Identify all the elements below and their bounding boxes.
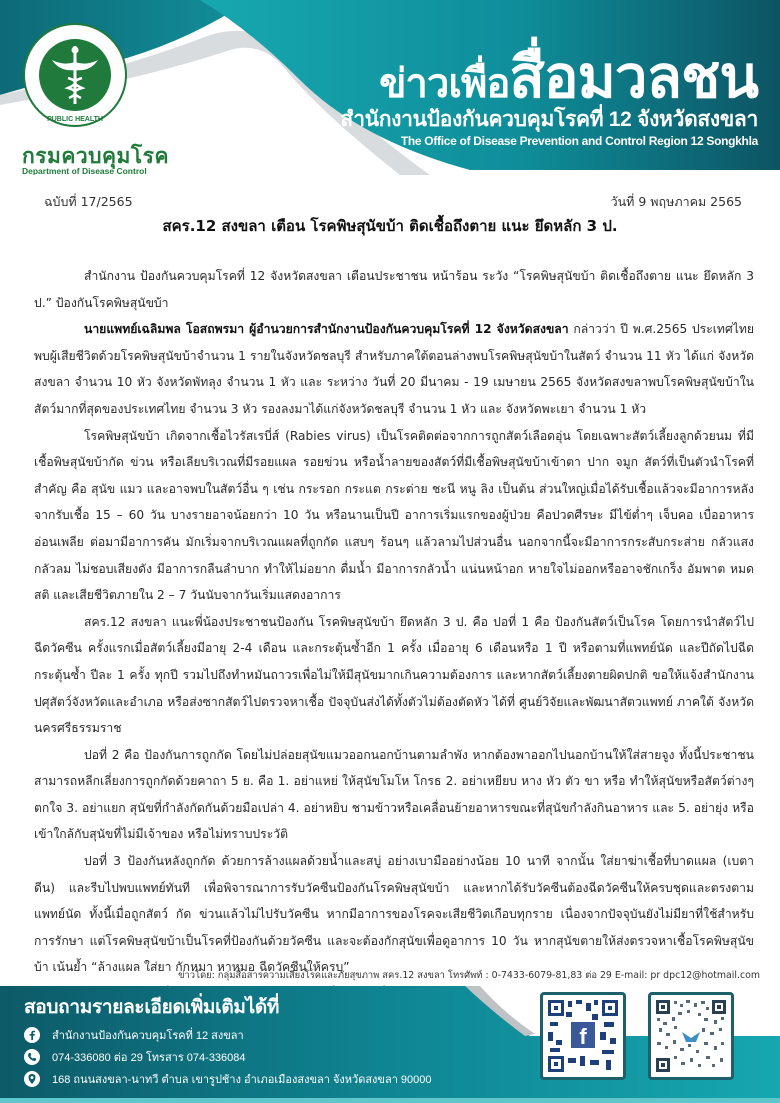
issue-number: ฉบับที่ 17/2565 (44, 194, 133, 209)
contact-phone-text: 074-336080 ต่อ 29 โทรสาร 074-336084 (52, 1052, 246, 1064)
ministry-of-public-health-logo (22, 22, 128, 128)
news-credit-line: ข่าวโดย: กลุ่มสื่อสารความเสี่ยงโรคและภัยสุขภาพ สคร.12 สงขลา โทรศัพท์ : 0-7433-6079-81,83 ต่อ 29 E-mail: pr dpc12@hotmail.com (178, 970, 760, 981)
department-name-english: Department of Disease Control (22, 166, 147, 175)
svg-text:PUBLIC HEALTH: PUBLIC HEALTH (47, 116, 103, 123)
paragraph-prevention-1: สคร.12 สงขลา แนะพี่น้องประชาชนป้องกัน โรคพิษสุนัขบ้า ยึดหลัก 3 ป. คือ ปอที่ 1 คือ ป้องกันสัตว์เป็นโรค โดยการนำสัตว์ไปฉีดวัคซีน ครั้งแรกเมื่อสัตว์เลี้ยงมีอายุ 2-4 เดือน และกระตุ้นซ้ำอีก 1 ครั้ง เมื่ออายุ 6 เดือนหรือ 1 ปี หรือตามที่แพทย์นัด และปีถัดไปฉีดกระตุ้นซ้ำ ปีละ 1 ครั้ง ทุกปี รวมไปถึงทำหมันถาวรเพื่อไม่ให้มีสุนัขมากเกินความต้องการ และหากสัตว์เลี้ยงตายผิดปกติ ขอให้แจ้งสำนักงานปศุสัตว์จังหวัดและอำเภอ หรือส่งซากสัตว์ไปตรวจหาเชื้อ ปัจจุบันส่งได้ทั้งตัวไม่ต้องตัดหัว ได้ที่ ศูนย์วิจัยและพัฒนาสัตวแพทย์ ภาคใต้ จังหวัดนครศรีธรรมราช (34, 614, 754, 736)
contact-address-text: 168 ถนนสงขลา-นาทวี ตำบล เขารูปช้าง อำเภอเมืองสงขลา จังหวัดสงขลา 90000 (52, 1074, 432, 1086)
banner-title-main: สื่อมวลชน (509, 45, 758, 110)
phone-icon (24, 1049, 40, 1065)
footer-title: สอบถามรายละเอียดเพิ่มเติมได้ที่ (24, 997, 280, 1018)
facebook-qr-code[interactable] (540, 992, 626, 1080)
contact-address (24, 1070, 432, 1088)
director-statement-text: กล่าวว่า ปี พ.ศ.2565 ประเทศไทยพบผู้เสียชีวิตด้วยโรคพิษสุนัขบ้าจำนวน 1 รายในจังหวัดชลบุรี สำหรับภาคใต้ตอนล่างพบโรคพิษสุนัขบ้าในสัตว์ จำนวน 11 หัว ได้แก่ จังหวัดสงขลา จำนวน 10 หัว จังหวัดพัทลุง จำนวน 1 หัว และ ระหว่าง วันที่ 20 มีนาคม - 19 เมษายน 2565 จังหวัดสงขลาพบโรคพิษสุนัขบ้าในสัตว์มากที่สุดของประเทศไทย จำนวน 3 หัว รองลงมาได้แก่จังหวัดชลบุรี จำนวน 1 หัว และ จังหวัดพะเยา จำนวน 1 หัว (34, 322, 755, 416)
paragraph-intro: สำนักงาน ป้องกันควบคุมโรคที่ 12 จังหวัดสงขลา เตือนประชาชน หน้าร้อน ระวัง “โรคพิษสุนัขบ้า ติดเชื้อถึงตาย แนะ ยึดหลัก 3 ป.” ป้องกันโรคพิษสุนัขบ้า (34, 269, 754, 310)
contact-facebook[interactable] (24, 1026, 244, 1044)
paragraph-prevention-3: ปอที่ 3 ป้องกันหลังถูกกัด ด้วยการล้างแผลด้วยน้ำและสบู่ อย่างเบามืออย่างน้อย 10 นาที จากนั้น ใส่ยาฆ่าเชื้อที่บาดแผล (เบตาดีน) และรีบไปพบแพทย์ทันที เพื่อพิจารณาการรับวัคซีนป้องกันโรคพิษสุนัขบ้า และหากได้รับวัคซีนต้องฉีดวัคซีนให้ครบชุดและตรงตามแพทย์นัด ทั้งนี้เมื่อถูกสัตว์ กัด ข่วนแล้วไม่ไปรับวัคซีน หากมีอาการของโรคจะเสียชีวิตเกือบทุกราย เนื่องจากปัจจุบันยังไม่มียาที่ใช้สำหรับการรักษา แต่โรคพิษสุนัขบ้าเป็นโรคที่ป้องกันด้วยวัคซีน และจะต้องกักสุนัขเพื่อดูอาการ 10 วัน หากสุนัขตายให้ส่งตรวจหาเชื้อโรคพิษสุนัขบ้า เน้นย้ำ “ล้างแผล ใส่ยา กักหมา หาหมอ ฉีดวัคซีนให้ครบ” (34, 854, 754, 975)
paragraph-rabies-info: โรคพิษสุนัขบ้า เกิดจากเชื้อไวรัสเรบี่ส์ (Rabies virus) เป็นโรคติดต่อจากการถูกสัตว์เลือดอุ่น โดยเฉพาะสัตว์เลี้ยงลูกด้วยนม ที่มีเชื้อพิษสุนัขบ้ากัด ข่วน หรือเลียบริเวณที่มีรอยแผล รอยข่วน หรือน้ำลายของสัตว์ที่มีเชื้อพิษสุนัขบ้าเข้าตา ปาก จมูก สัตว์ที่เป็นตัวนำโรคที่สำคัญ คือ สุนัข แมว และอาจพบในสัตว์อื่น ๆ เช่น กระรอก กระแต กระต่าย ชะนี หนู ลิง เป็นต้น ส่วนใหญ่เมื่อได้รับเชื้อแล้วจะมีอาการหลังจากรับเชื้อ 15 – 60 วัน บางรายอาจน้อยกว่า 10 วัน หรือนานเป็นปี อาการเริ่มแรกของผู้ป่วย คือปวดศีรษะ มีไข้ต่ำๆ เจ็บคอ เบื่ออาหาร อ่อนเพลีย ต่อมามีอาการคัน มักเริ่มจากบริเวณแผลที่ถูกกัด แสบๆ ร้อนๆ แล้วลามไปส่วนอื่น นอกจากนี้จะมีอาการกระสับกระส่าย กลัวแสงกลัวลม ไม่ชอบเสียงดัง มีอาการกลืนลำบาก ทำให้ไม่อยาก ดื่มน้ำ มีอาการกลัวน้ำ แน่นหน้าอก หายใจไม่ออกหรืออาจชักเกร็ง อัมพาต หมดสติ และเสียชีวิตภายใน 2 – 7 วันนับจากวันเริ่มแสดงอาการ (34, 428, 754, 603)
director-name: นายแพทย์เฉลิมพล โอสถพรมา ผู้อำนวยการสำนักงานป้องกันควบคุมโรคที่ 12 จังหวัดสงขลา (84, 322, 569, 337)
facebook-icon (24, 1027, 40, 1043)
contact-phone[interactable] (24, 1048, 246, 1066)
banner-title-prefix: ข่าวเพื่อ (379, 62, 510, 106)
footer-contact-banner (0, 986, 780, 1103)
banner-subtitle-english: The Office of Disease Prevention and Control Region 12 Songkhla (400, 134, 758, 148)
header-banner (0, 0, 780, 175)
press-release-body (34, 263, 754, 1008)
department-name-thai: กรมควบคุมโรค (22, 144, 170, 168)
contact-facebook-text: สำนักงานป้องกันควบคุมโรคที่ 12 สงขลา (52, 1030, 244, 1042)
banner-subtitle: สำนักงานป้องกันควบคุมโรคที่ 12 จังหวัดสงขลา (340, 108, 758, 131)
svg-text:f: f (579, 1024, 587, 1049)
paragraph-director-statement (34, 316, 754, 422)
website-qr-code[interactable] (648, 992, 734, 1080)
press-release-title: สคร.12 สงขลา เตือน โรคพิษสุนัขบ้า ติดเชื้อถึงตาย แนะ ยึดหลัก 3 ป. (162, 217, 618, 235)
issue-date: วันที่ 9 พฤษภาคม 2565 (610, 194, 742, 209)
location-pin-icon (24, 1071, 40, 1087)
paragraph-prevention-2: ปอที่ 2 คือ ป้องกันการถูกกัด โดยไม่ปล่อยสุนัขแมวออกนอกบ้านตามลำพัง หากต้องพาออกไปนอกบ้านให้ใส่สายจูง ทั้งนี้ประชาชนสามารถหลีกเลี่ยงการถูกกัดด้วยคาถา 5 ย. คือ 1. อย่าแหย่ ให้สุนัขโมโห โกรธ 2. อย่าเหยียบ หาง หัว ตัว ขา หรือ ทำให้สุนัขหรือสัตว์ต่างๆ ตกใจ 3. อย่าแยก สุนัขที่กำลังกัดกันด้วยมือเปล่า 4. อย่าหยิบ ชามข้าวหรือเคลื่อนย้ายอาหารขณะที่สุนัขกำลังกินอาหาร และ 5. อย่ายุ่ง หรือเข้าใกล้กับสุนัขที่ไม่มีเจ้าของ หรือไม่ทราบประวัติ (34, 747, 754, 842)
